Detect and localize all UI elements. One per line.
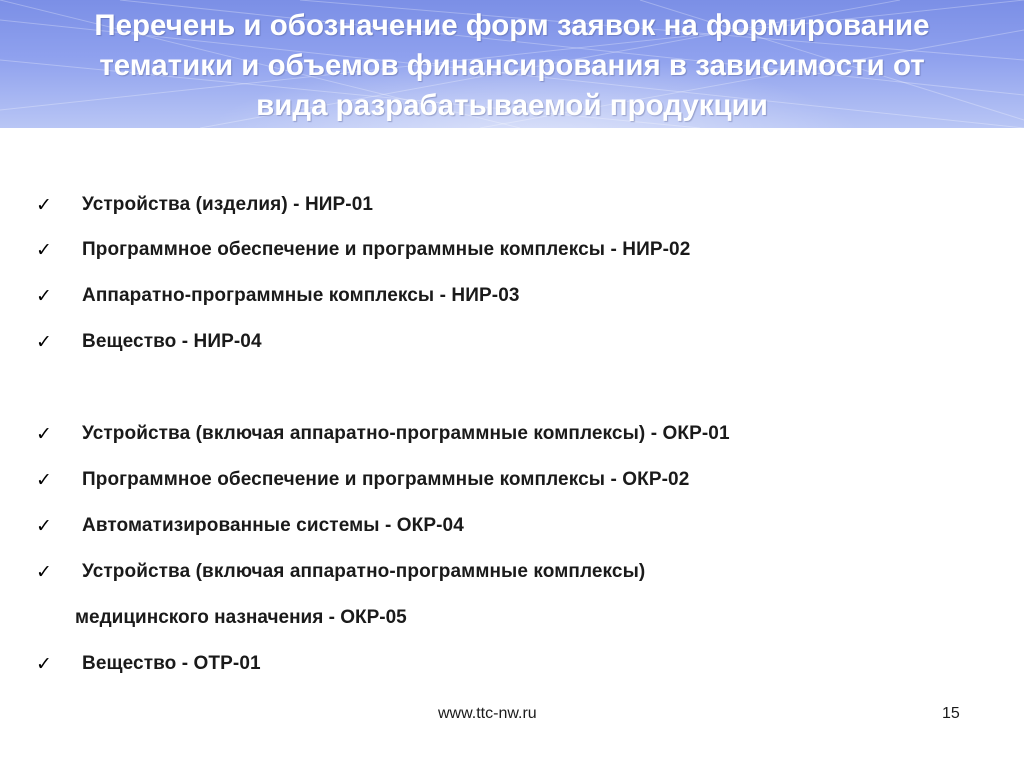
checkmark-icon: ✓ bbox=[36, 561, 52, 583]
list-item-text: Вещество - НИР-04 bbox=[82, 331, 262, 352]
list-item bbox=[36, 649, 261, 679]
list-item-text: Устройства (включая аппаратно-программные комплексы) - ОКР-01 bbox=[82, 423, 730, 444]
list-item-continuation: медицинского назначения - ОКР-05 bbox=[75, 607, 407, 628]
title-line-3: вида разрабатываемой продукции bbox=[256, 89, 768, 122]
list-item bbox=[36, 465, 689, 495]
list-item bbox=[36, 511, 464, 541]
checkmark-icon: ✓ bbox=[36, 423, 52, 445]
list-item bbox=[36, 327, 262, 357]
page-number: 15 bbox=[942, 705, 960, 722]
list-item bbox=[36, 419, 730, 449]
list-item bbox=[36, 281, 520, 311]
list-item-text: Устройства (включая аппаратно-программные комплексы) bbox=[82, 561, 646, 582]
list-item bbox=[36, 557, 645, 587]
list-item-text: Автоматизированные системы - ОКР-04 bbox=[82, 515, 464, 536]
title-line-2: тематики и объемов финансирования в зависимости от bbox=[99, 49, 925, 82]
checkmark-icon: ✓ bbox=[36, 653, 52, 675]
checkmark-icon: ✓ bbox=[36, 469, 52, 491]
list-item-text: Устройства (изделия) - НИР-01 bbox=[82, 194, 374, 215]
checkmark-icon: ✓ bbox=[36, 331, 52, 353]
list-item bbox=[36, 235, 690, 265]
list-item-text: Вещество - ОТР-01 bbox=[82, 653, 261, 674]
list-item-text: Программное обеспечение и программные комплексы - ОКР-02 bbox=[82, 469, 690, 490]
checkmark-icon: ✓ bbox=[36, 194, 52, 216]
title-line-1: Перечень и обозначение форм заявок на формирование bbox=[94, 9, 930, 42]
list-item-text: Программное обеспечение и программные комплексы - НИР-02 bbox=[82, 239, 691, 260]
checkmark-icon: ✓ bbox=[36, 285, 52, 307]
checkmark-icon: ✓ bbox=[36, 515, 52, 537]
list-item-text: Аппаратно-программные комплексы - НИР-03 bbox=[82, 285, 520, 306]
list-item bbox=[36, 190, 373, 220]
footer-url: www.ttc-nw.ru bbox=[438, 705, 537, 722]
checkmark-icon: ✓ bbox=[36, 239, 52, 261]
